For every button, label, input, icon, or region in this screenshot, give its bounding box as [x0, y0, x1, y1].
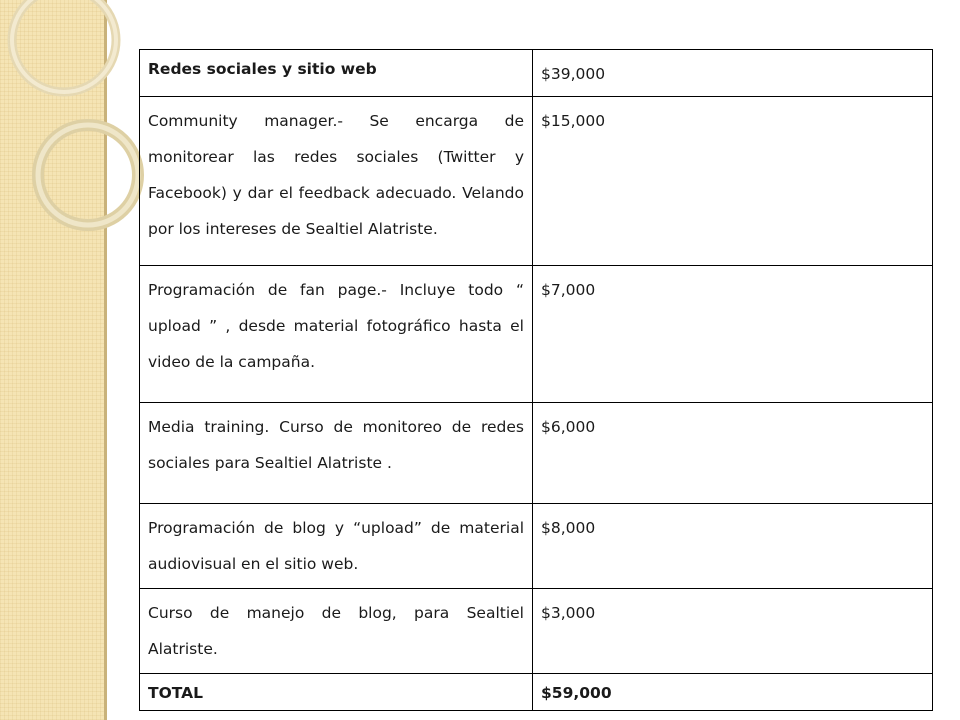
row-amount: $7,000	[533, 266, 933, 403]
row-description: Redes sociales y sitio web	[140, 50, 533, 97]
table-row-total	[140, 674, 933, 711]
row-description: Media training. Curso de monitoreo de redes sociales para Sealtiel Alatriste .	[140, 403, 533, 504]
budget-table-container	[139, 49, 922, 711]
budget-table	[139, 49, 933, 711]
row-description: Programación de blog y “upload” de material audiovisual en el sitio web.	[140, 504, 533, 589]
row-amount: $15,000	[533, 97, 933, 266]
row-description: Curso de manejo de blog, para Sealtiel Alatriste.	[140, 589, 533, 674]
table-row	[140, 97, 933, 266]
table-row	[140, 504, 933, 589]
row-description: Community manager.- Se encarga de monitorear las redes sociales (Twitter y Facebook) y dar el feedback adecuado. Velando por los intereses de Sealtiel Alatriste.	[140, 97, 533, 266]
table-row	[140, 589, 933, 674]
row-amount: $8,000	[533, 504, 933, 589]
table-row	[140, 50, 933, 97]
table-row	[140, 403, 933, 504]
decorative-rings-icon	[0, 0, 160, 300]
table-row	[140, 266, 933, 403]
row-amount: $3,000	[533, 589, 933, 674]
total-amount: $59,000	[533, 674, 933, 711]
row-description: Programación de fan page.- Incluye todo “ upload ” , desde material fotográfico hasta el video de la campaña.	[140, 266, 533, 403]
total-label: TOTAL	[140, 674, 533, 711]
row-amount: $39,000	[533, 50, 933, 97]
row-amount: $6,000	[533, 403, 933, 504]
